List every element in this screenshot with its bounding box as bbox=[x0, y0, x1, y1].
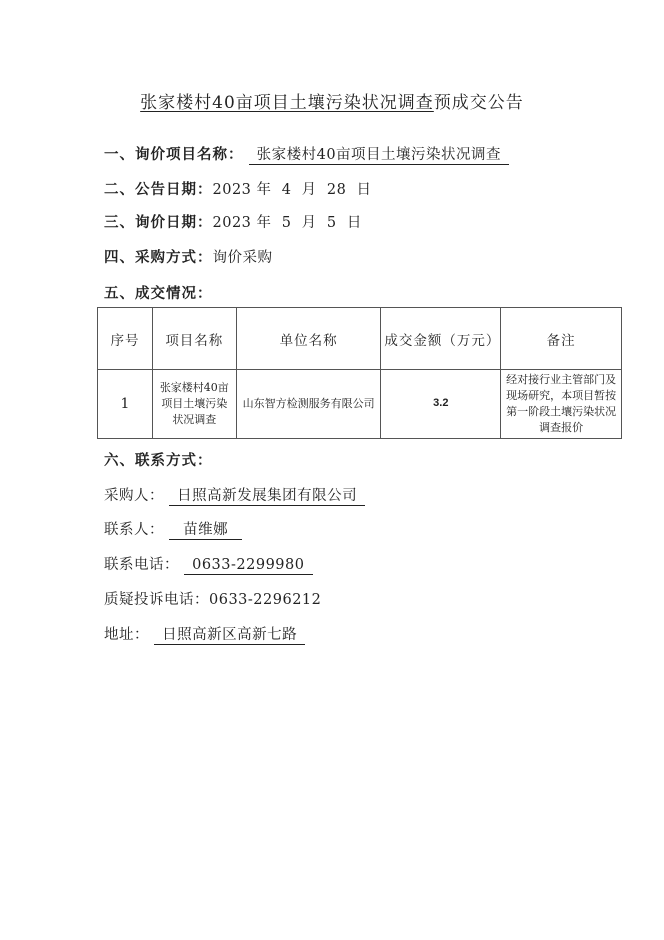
contact-section-heading bbox=[104, 449, 213, 470]
notice-date-value: 2023 年 4 月 28 日 bbox=[212, 182, 372, 198]
cell-remark: 经对接行业主管部门及现场研究，本项目暂按第一阶段土壤污染状况调查报价 bbox=[501, 370, 622, 439]
inquiry-date-line bbox=[104, 211, 362, 232]
header-project: 项目名称 bbox=[152, 308, 236, 370]
cell-company: 山东智方检测服务有限公司 bbox=[236, 370, 381, 439]
purchase-method-value: 询价采购 bbox=[212, 250, 273, 266]
header-index: 序号 bbox=[98, 308, 153, 370]
cell-amount: 3.2 bbox=[381, 370, 501, 439]
purchase-method-line bbox=[104, 246, 273, 267]
header-remark: 备注 bbox=[501, 308, 622, 370]
complaint-phone-value: 0633-2296212 bbox=[209, 592, 322, 608]
address-value: 日照高新区高新七路 bbox=[154, 627, 305, 645]
address-label: 地址： bbox=[104, 627, 149, 643]
table-row bbox=[98, 370, 622, 439]
phone-value: 0633-2299980 bbox=[184, 557, 312, 575]
table-header-row bbox=[98, 308, 622, 370]
buyer-value: 日照高新发展集团有限公司 bbox=[169, 488, 365, 506]
phone-label: 联系电话： bbox=[104, 557, 179, 573]
project-name-label: 一、询价项目名称： bbox=[104, 146, 244, 163]
complaint-phone-label: 质疑投诉电话： bbox=[104, 592, 209, 608]
notice-date-label: 二、公告日期： bbox=[104, 181, 213, 198]
project-name-line bbox=[104, 143, 509, 164]
address-line bbox=[104, 623, 305, 644]
cell-index: 1 bbox=[98, 370, 153, 439]
contact-section-label: 六、联系方式： bbox=[104, 452, 213, 469]
header-company: 单位名称 bbox=[236, 308, 381, 370]
title-suffix: 预成交公告 bbox=[433, 93, 524, 113]
phone-line bbox=[104, 553, 313, 574]
buyer-label: 采购人： bbox=[104, 488, 164, 504]
contact-person-line bbox=[104, 518, 242, 539]
inquiry-date-value: 2023 年 5 月 5 日 bbox=[212, 215, 362, 231]
cell-project: 张家楼村40亩项目土壤污染状况调查 bbox=[152, 370, 236, 439]
page-title bbox=[0, 88, 664, 113]
inquiry-date-label: 三、询价日期： bbox=[104, 214, 213, 231]
deal-section-label: 五、成交情况： bbox=[104, 285, 213, 302]
title-main: 张家楼村40亩项目土壤污染状况调查 bbox=[140, 93, 434, 113]
purchase-method-label: 四、采购方式： bbox=[104, 249, 213, 266]
complaint-phone-line bbox=[104, 588, 321, 609]
buyer-line bbox=[104, 484, 365, 505]
contact-person-value: 苗维娜 bbox=[169, 522, 242, 540]
project-name-value: 张家楼村40亩项目土壤污染状况调查 bbox=[249, 147, 509, 165]
header-amount: 成交金额（万元） bbox=[381, 308, 501, 370]
deal-section-heading bbox=[104, 282, 213, 303]
notice-date-line bbox=[104, 178, 372, 199]
contact-person-label: 联系人： bbox=[104, 522, 164, 538]
deal-table bbox=[97, 307, 622, 439]
